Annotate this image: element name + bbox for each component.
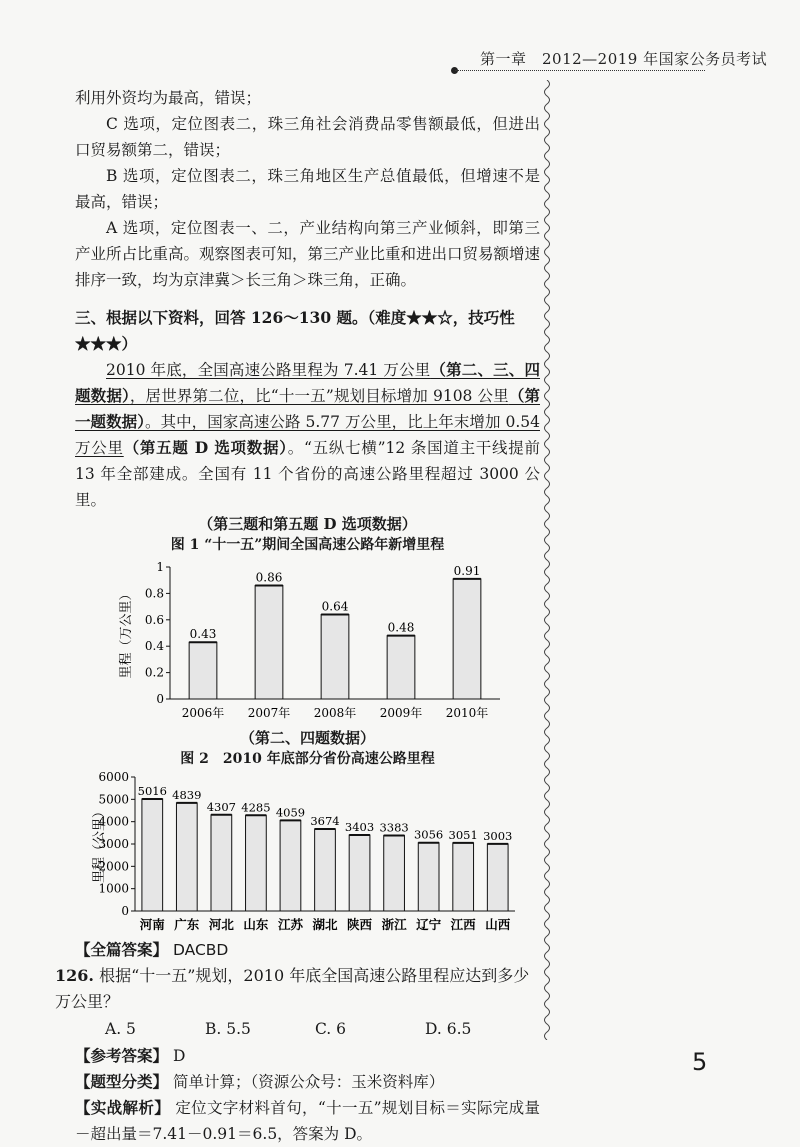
y-tick-label: 6000 bbox=[98, 770, 129, 784]
practical-analysis-text: 定位文字材料首句，“十一五”规划目标＝实际完成量－超出量＝7.41－0.91＝6.5，答案为 D。 bbox=[75, 1099, 540, 1143]
figure2-bar-chart bbox=[75, 769, 540, 937]
y-tick-label: 1 bbox=[156, 560, 164, 574]
data-label: 3051 bbox=[448, 827, 478, 842]
data-label: 0.91 bbox=[453, 563, 481, 578]
practical-analysis-line bbox=[75, 1095, 540, 1147]
question-type-value: 简单计算； bbox=[172, 1073, 251, 1091]
analysis-paragraph-a: A 选项，定位图表一、二，产业结构向第三产业倾斜，即第三产业所占比重高。观察图表可知，第三产业比重和进出口贸易额增速排序一致，均为京津冀＞长三角＞珠三角，正确。 bbox=[75, 219, 541, 289]
x-tick-label: 2006年 bbox=[181, 706, 225, 720]
material-b-note: （第二、三、四题数据） bbox=[75, 360, 540, 405]
y-tick-label: 2000 bbox=[98, 859, 129, 874]
data-label: 3403 bbox=[344, 819, 375, 834]
section-title: 三、根据以下资料，回答 126～130 题。（难度★★☆，技巧性★★★） bbox=[75, 308, 515, 353]
analysis-paragraph-b: B 选项，定位图表二，珠三角地区生产总值最低，但增速不是最高，错误； bbox=[75, 167, 540, 211]
x-tick-label: 湖北 bbox=[312, 917, 338, 932]
bar bbox=[142, 799, 163, 911]
data-label: 3674 bbox=[310, 813, 340, 828]
full-answer-label: 【全篇答案】 bbox=[75, 940, 169, 959]
material-d-note: （第一题数据） bbox=[75, 386, 540, 431]
header-rule bbox=[455, 70, 705, 71]
bar bbox=[487, 844, 508, 911]
bar bbox=[453, 843, 474, 911]
resource-note: （资源公众号：玉米资料库） bbox=[250, 1073, 445, 1091]
x-tick-label: 2009年 bbox=[379, 706, 423, 720]
option-c: C. 6 bbox=[315, 1020, 347, 1038]
bar bbox=[387, 636, 415, 699]
y-tick-label: 0.2 bbox=[144, 665, 164, 680]
option-a: A. 5 bbox=[105, 1020, 136, 1038]
bar bbox=[384, 835, 405, 911]
material-a: 2010 年底，全国高速公路里程为 7.41 万公里 bbox=[106, 361, 431, 379]
question-type-label: 【题型分类】 bbox=[75, 1072, 169, 1091]
figure1-title: 图 1 “十一五”期间全国高速公路年新增里程 bbox=[170, 537, 445, 553]
x-tick-label: 陕西 bbox=[347, 917, 373, 932]
y-axis-label: 里程（公里） bbox=[92, 804, 107, 884]
running-header: 第一章 2012—2019 年国家公务员考试 bbox=[480, 50, 768, 68]
figure1-bar-chart bbox=[75, 555, 540, 727]
bar bbox=[176, 803, 197, 911]
x-tick-label: 2010年 bbox=[445, 706, 489, 720]
y-axis-label: 里程（万公里） bbox=[119, 587, 134, 679]
bar bbox=[349, 835, 370, 911]
y-tick-label: 0.6 bbox=[144, 612, 164, 627]
analysis-paragraph-c: C 选项，定位图表二，珠三角社会消费品零售额最低，但进出口贸易额第二，错误； bbox=[75, 115, 540, 159]
bar bbox=[418, 843, 439, 911]
x-tick-label: 浙江 bbox=[381, 917, 407, 932]
x-tick-label: 山东 bbox=[243, 917, 269, 932]
data-label: 3383 bbox=[379, 820, 409, 835]
y-tick-label: 5000 bbox=[98, 792, 129, 807]
question-number: 126. bbox=[55, 966, 94, 985]
bar bbox=[246, 815, 267, 911]
data-label: 4839 bbox=[172, 787, 202, 802]
option-d: D. 6.5 bbox=[425, 1020, 472, 1038]
x-tick-label: 广东 bbox=[174, 917, 200, 932]
reference-answer-value: D bbox=[172, 1047, 186, 1065]
bar bbox=[280, 820, 301, 911]
data-label: 0.86 bbox=[255, 570, 283, 585]
data-label: 0.48 bbox=[387, 620, 415, 635]
bar bbox=[189, 642, 217, 699]
y-tick-label: 0.4 bbox=[144, 639, 164, 654]
bar bbox=[211, 815, 232, 911]
data-label: 0.64 bbox=[321, 599, 349, 614]
bar bbox=[453, 579, 481, 699]
question-text: 根据“十一五”规划，2010 年底全国高速公路里程应达到多少万公里？ bbox=[55, 966, 530, 1011]
x-tick-label: 山西 bbox=[485, 917, 511, 932]
practical-analysis-label: 【实战解析】 bbox=[75, 1098, 171, 1117]
x-tick-label: 2008年 bbox=[313, 706, 357, 720]
x-tick-label: 河北 bbox=[208, 917, 234, 932]
material-c: ，居世界第二位，比“十一五”规划目标增加 9108 公里 bbox=[129, 387, 509, 405]
question-options bbox=[105, 1015, 540, 1043]
reference-answer-line bbox=[75, 1043, 540, 1069]
data-label: 3056 bbox=[413, 827, 444, 842]
analysis-paragraph-1: 利用外资均为最高，错误； bbox=[75, 89, 262, 107]
y-tick-label: 0.8 bbox=[144, 586, 164, 601]
data-label: 3003 bbox=[483, 828, 513, 843]
x-tick-label: 江西 bbox=[450, 917, 476, 932]
x-tick-label: 河南 bbox=[139, 917, 165, 932]
option-b: B. 5.5 bbox=[205, 1020, 251, 1038]
full-answer-value: DACBD bbox=[172, 941, 229, 959]
figure2-title: 图 2 2010 年底部分省份高速公路里程 bbox=[180, 751, 435, 767]
figure2-note: （第二、四题数据） bbox=[239, 729, 375, 747]
data-label: 4059 bbox=[275, 805, 306, 820]
wavy-margin-line bbox=[540, 80, 554, 1040]
reference-answer-label: 【参考答案】 bbox=[75, 1046, 169, 1065]
bar bbox=[255, 585, 283, 699]
data-label: 4307 bbox=[206, 799, 237, 814]
data-label: 4285 bbox=[241, 800, 271, 815]
material-g: 。“五纵七横”12 条国道主干线提前 13 年全部建成。全国有 11 个省份的高速公路里程超过 3000 公里。 bbox=[75, 439, 540, 509]
material-paragraph bbox=[75, 357, 540, 513]
material-f-note: （第五题 D 选项数据） bbox=[123, 438, 288, 457]
page-content bbox=[55, 85, 541, 1147]
figure1-note: （第三题和第五题 D 选项数据） bbox=[198, 515, 417, 533]
data-label: 0.43 bbox=[189, 627, 217, 642]
data-label: 5016 bbox=[137, 783, 167, 798]
material-e: 。其中，国家高速公路 5.77 万公里，比上年末增加 0.54 万公里 bbox=[75, 413, 540, 457]
question-126 bbox=[55, 963, 540, 1015]
bar bbox=[315, 829, 336, 911]
x-tick-label: 辽宁 bbox=[416, 917, 442, 932]
x-tick-label: 2007年 bbox=[247, 706, 291, 720]
y-tick-label: 0 bbox=[121, 904, 129, 918]
bar bbox=[321, 615, 349, 699]
y-tick-label: 3000 bbox=[98, 837, 129, 851]
x-tick-label: 江苏 bbox=[277, 917, 303, 932]
page-number: 5 bbox=[692, 1048, 708, 1076]
question-type-line bbox=[75, 1069, 540, 1095]
y-tick-label: 4000 bbox=[98, 814, 129, 829]
full-answer-line bbox=[75, 937, 540, 963]
y-tick-label: 0 bbox=[156, 692, 164, 706]
y-tick-label: 1000 bbox=[98, 881, 129, 896]
